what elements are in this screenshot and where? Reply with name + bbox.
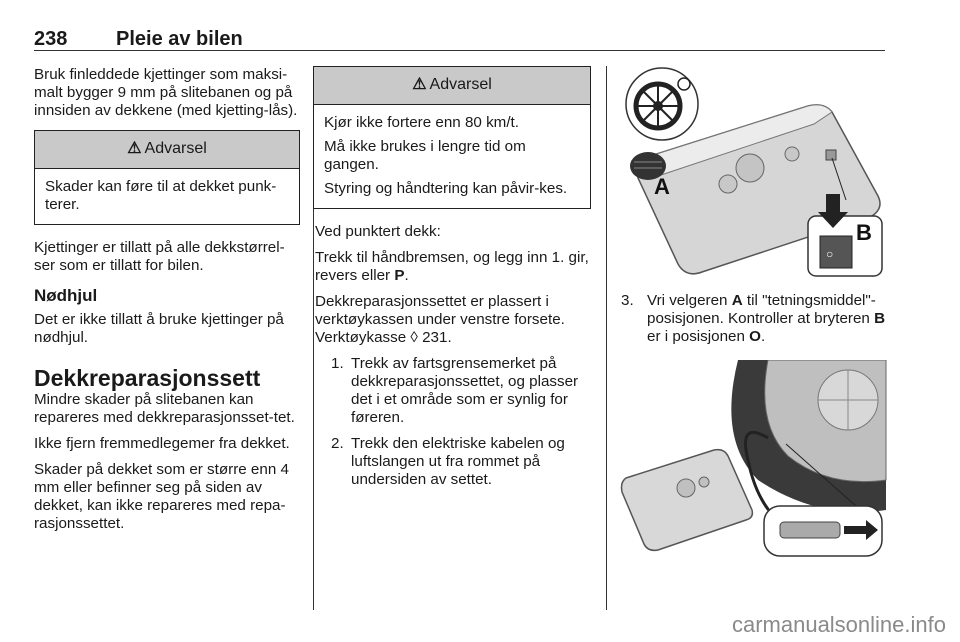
switch-o-mark: ○	[826, 247, 834, 261]
kit-paragraph-1: Mindre skader på slitebanen kan repareres med dekkreparasjonsset-tet.	[34, 391, 295, 426]
switch-b-ref: B	[874, 310, 886, 327]
hose-connector	[780, 522, 840, 538]
warning-line: Kjør ikke fortere enn 80 km/t.	[324, 114, 519, 131]
figure-compressor-top	[618, 66, 888, 278]
steps-list	[315, 355, 591, 489]
step-text: Trekk av fartsgrensemerket på dekkreparasjonssettet, og plasser det i et område som er synlig for føreren.	[351, 355, 579, 426]
column-2	[313, 56, 591, 497]
warning-title: Advarsel	[144, 140, 207, 157]
switch-b-small	[826, 150, 836, 160]
warning-box-1	[34, 130, 300, 225]
warning-line: Må ikke brukes i lengre tid om gangen.	[324, 138, 526, 173]
warning-line: Styring og håndtering kan påvir-kes.	[324, 180, 568, 197]
control-dial	[699, 477, 709, 487]
step-text: til "tetningsmiddel"-posisjonen. Kontroller at bryteren	[647, 292, 876, 327]
handbrake-paragraph	[315, 249, 591, 285]
kit-paragraph-3: Skader på dekket som er større enn 4 mm eller befinner seg på siden av dekket, kan ikke repareres med repa-rasjonssettet.	[34, 461, 289, 532]
flat-tyre-paragraph: Ved punktert dekk:	[315, 223, 441, 240]
warning-icon: ⚠	[412, 76, 427, 93]
control-button	[785, 147, 799, 161]
warning-text: Skader kan føre til at dekket punk-terer.	[45, 178, 277, 213]
page-ref-icon: ◊	[410, 329, 418, 346]
kit-paragraph-2: Ikke fjern fremmedlegemer fra dekket.	[34, 435, 290, 452]
step-text: Trekk den elektriske kabelen og luftslangen ut fra rommet på undersiden av settet.	[351, 435, 565, 488]
label-a: A	[654, 174, 670, 199]
step-text: er i posisjonen	[647, 328, 750, 345]
warning-title: Advarsel	[429, 76, 492, 93]
selector-a-ref: A	[731, 292, 743, 309]
column-divider-2	[606, 66, 607, 610]
warning-icon: ⚠	[127, 140, 142, 157]
label-b: B	[856, 220, 872, 245]
warning-header	[35, 131, 299, 169]
page-number: 238	[34, 28, 68, 50]
column-1	[34, 66, 300, 541]
switch-b	[820, 236, 852, 268]
list-item	[315, 355, 591, 427]
location-paragraph	[315, 293, 591, 347]
page-ref-number[interactable]: 231.	[417, 329, 452, 346]
page-title: Pleie av bilen	[116, 28, 243, 50]
control-knob	[736, 154, 764, 182]
warning-box-2	[313, 66, 591, 209]
heading-spare-wheel: Nødhjul	[34, 286, 98, 305]
step-text: Vri velgeren	[647, 292, 732, 309]
control-dial	[719, 175, 737, 193]
heading-repair-kit: Dekkreparasjonssett	[34, 365, 261, 391]
warning-body	[314, 105, 590, 208]
figure-compressor-tyre	[618, 360, 888, 560]
step-number: 2.	[331, 435, 344, 452]
column-3-text	[621, 292, 887, 354]
watermark: carmanualsonline.info	[731, 612, 946, 637]
header-rule	[34, 50, 885, 51]
steps-list-continued	[621, 292, 887, 346]
warning-header	[314, 67, 590, 105]
warning-body	[35, 169, 299, 224]
handbrake-end: .	[404, 267, 409, 284]
spare-paragraph: Det er ikke tillatt å bruke kjettinger på nødhjul.	[34, 311, 284, 346]
step-text: .	[760, 328, 766, 345]
page-header	[34, 28, 885, 50]
control-knob	[677, 479, 695, 497]
step-number: 1.	[331, 355, 344, 372]
handbrake-text: Trekk til håndbremsen, og legg inn 1. gir, revers eller	[315, 249, 589, 284]
list-item	[621, 292, 887, 346]
chains-paragraph: Kjettinger er tillatt på alle dekkstørrel-ser som er tillatt for bilen.	[34, 239, 285, 274]
intro-paragraph: Bruk finleddede kjettinger som maksi-malt bygger 9 mm på slitebanen og på innsiden av dekkene (med kjetting-lås).	[34, 66, 298, 119]
location-text: Dekkreparasjonssettet er plassert i verktøykassen under venstre forsete. Verktøykasse	[315, 293, 565, 346]
list-item	[315, 435, 591, 489]
step-number: 3.	[621, 292, 634, 309]
compressor-body	[622, 450, 753, 551]
gear-p: P	[394, 267, 405, 284]
switch-position-ref: O	[749, 328, 761, 345]
